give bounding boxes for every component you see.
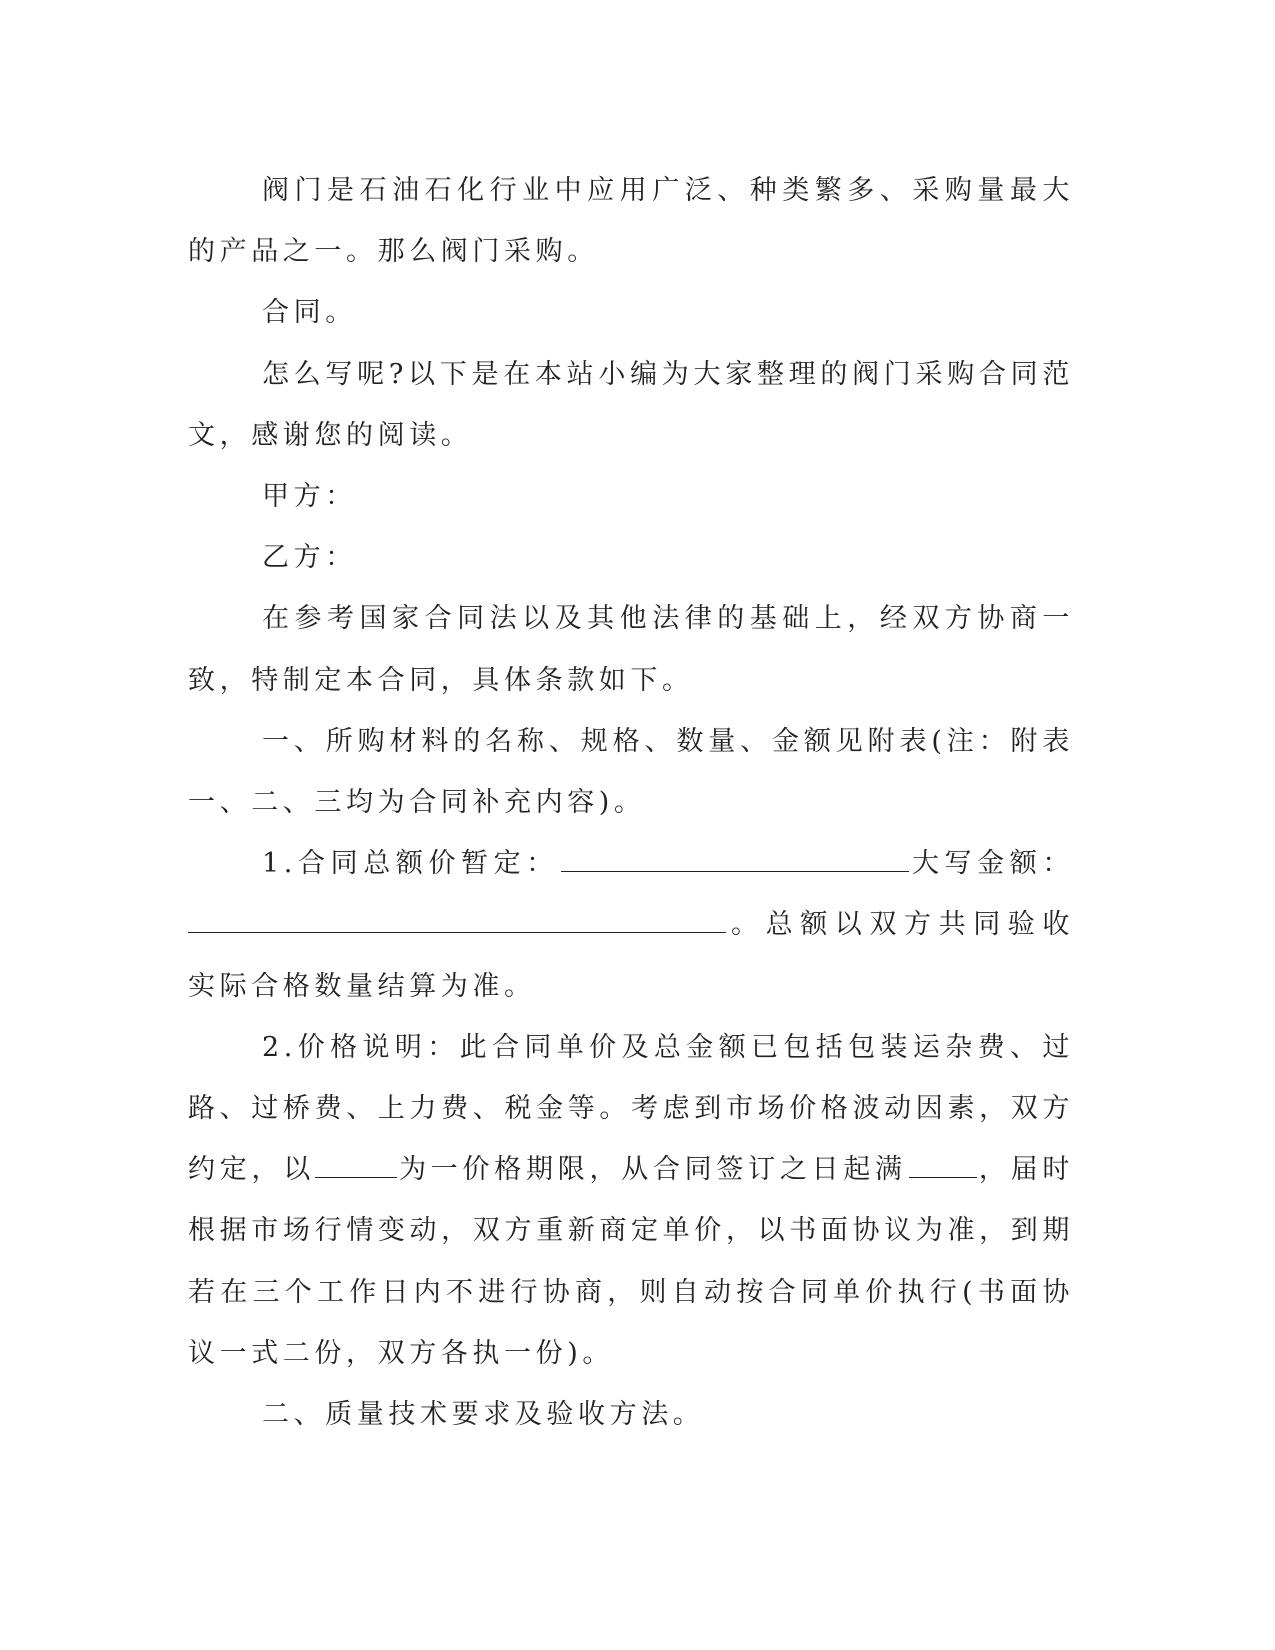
clause-2-part3: ，届时根据市场行情变动，双方重新商定单价，以书面协议为准，到期若在三个工作日内不进行协商，则自动按合同单价执行(书面协议一式二份，双方各执一份)。: [188, 1154, 1074, 1369]
party-a-label: 甲方：: [262, 481, 357, 513]
preamble-paragraph: 在参考国家合同法以及其他法律的基础上，经双方协商一致，特制定本合同，具体条款如下。: [188, 603, 1074, 696]
clause-1-suffix: 。总额以双方共同验收实际合格数量结算为准。: [188, 909, 1074, 1002]
chinese-amount-blank: [188, 910, 726, 933]
clause-2-part2: 为一价格期限，从合同签订之日起满: [398, 1154, 907, 1186]
clause-2-part1: 2.价格说明：此合同单价及总金额已包括包装运杂费、过路、过桥费、上力费、税金等。考虑到市场价格波动因素，双方约定，以: [188, 1031, 1074, 1186]
how-to-write-paragraph: 怎么写呢?以下是在本站小编为大家整理的阀门采购合同范文，感谢您的阅读。: [188, 358, 1074, 451]
clause-1-middle: 大写金额：: [910, 848, 1075, 880]
price-term-blank: [315, 1155, 397, 1178]
term-full-blank: [909, 1155, 977, 1178]
party-b-label: 乙方：: [262, 542, 357, 574]
intro-paragraph: 阀门是石油石化行业中应用广泛、种类繁多、采购量最大的产品之一。那么阀门采购。: [188, 175, 1074, 268]
total-amount-blank: [561, 849, 909, 872]
contract-word-paragraph: 合同。: [262, 297, 357, 329]
section-2-heading: 二、质量技术要求及验收方法。: [262, 1399, 705, 1431]
section-1-heading: 一、所购材料的名称、规格、数量、金额见附表(注：附表一、二、三均为合同补充内容)。: [188, 725, 1074, 819]
clause-1-prefix: 1.合同总额价暂定：: [262, 848, 559, 880]
clause-2-price-note: [188, 1017, 1074, 1384]
clause-1-total-price: [188, 833, 1074, 1017]
document-body: [188, 160, 1074, 1445]
